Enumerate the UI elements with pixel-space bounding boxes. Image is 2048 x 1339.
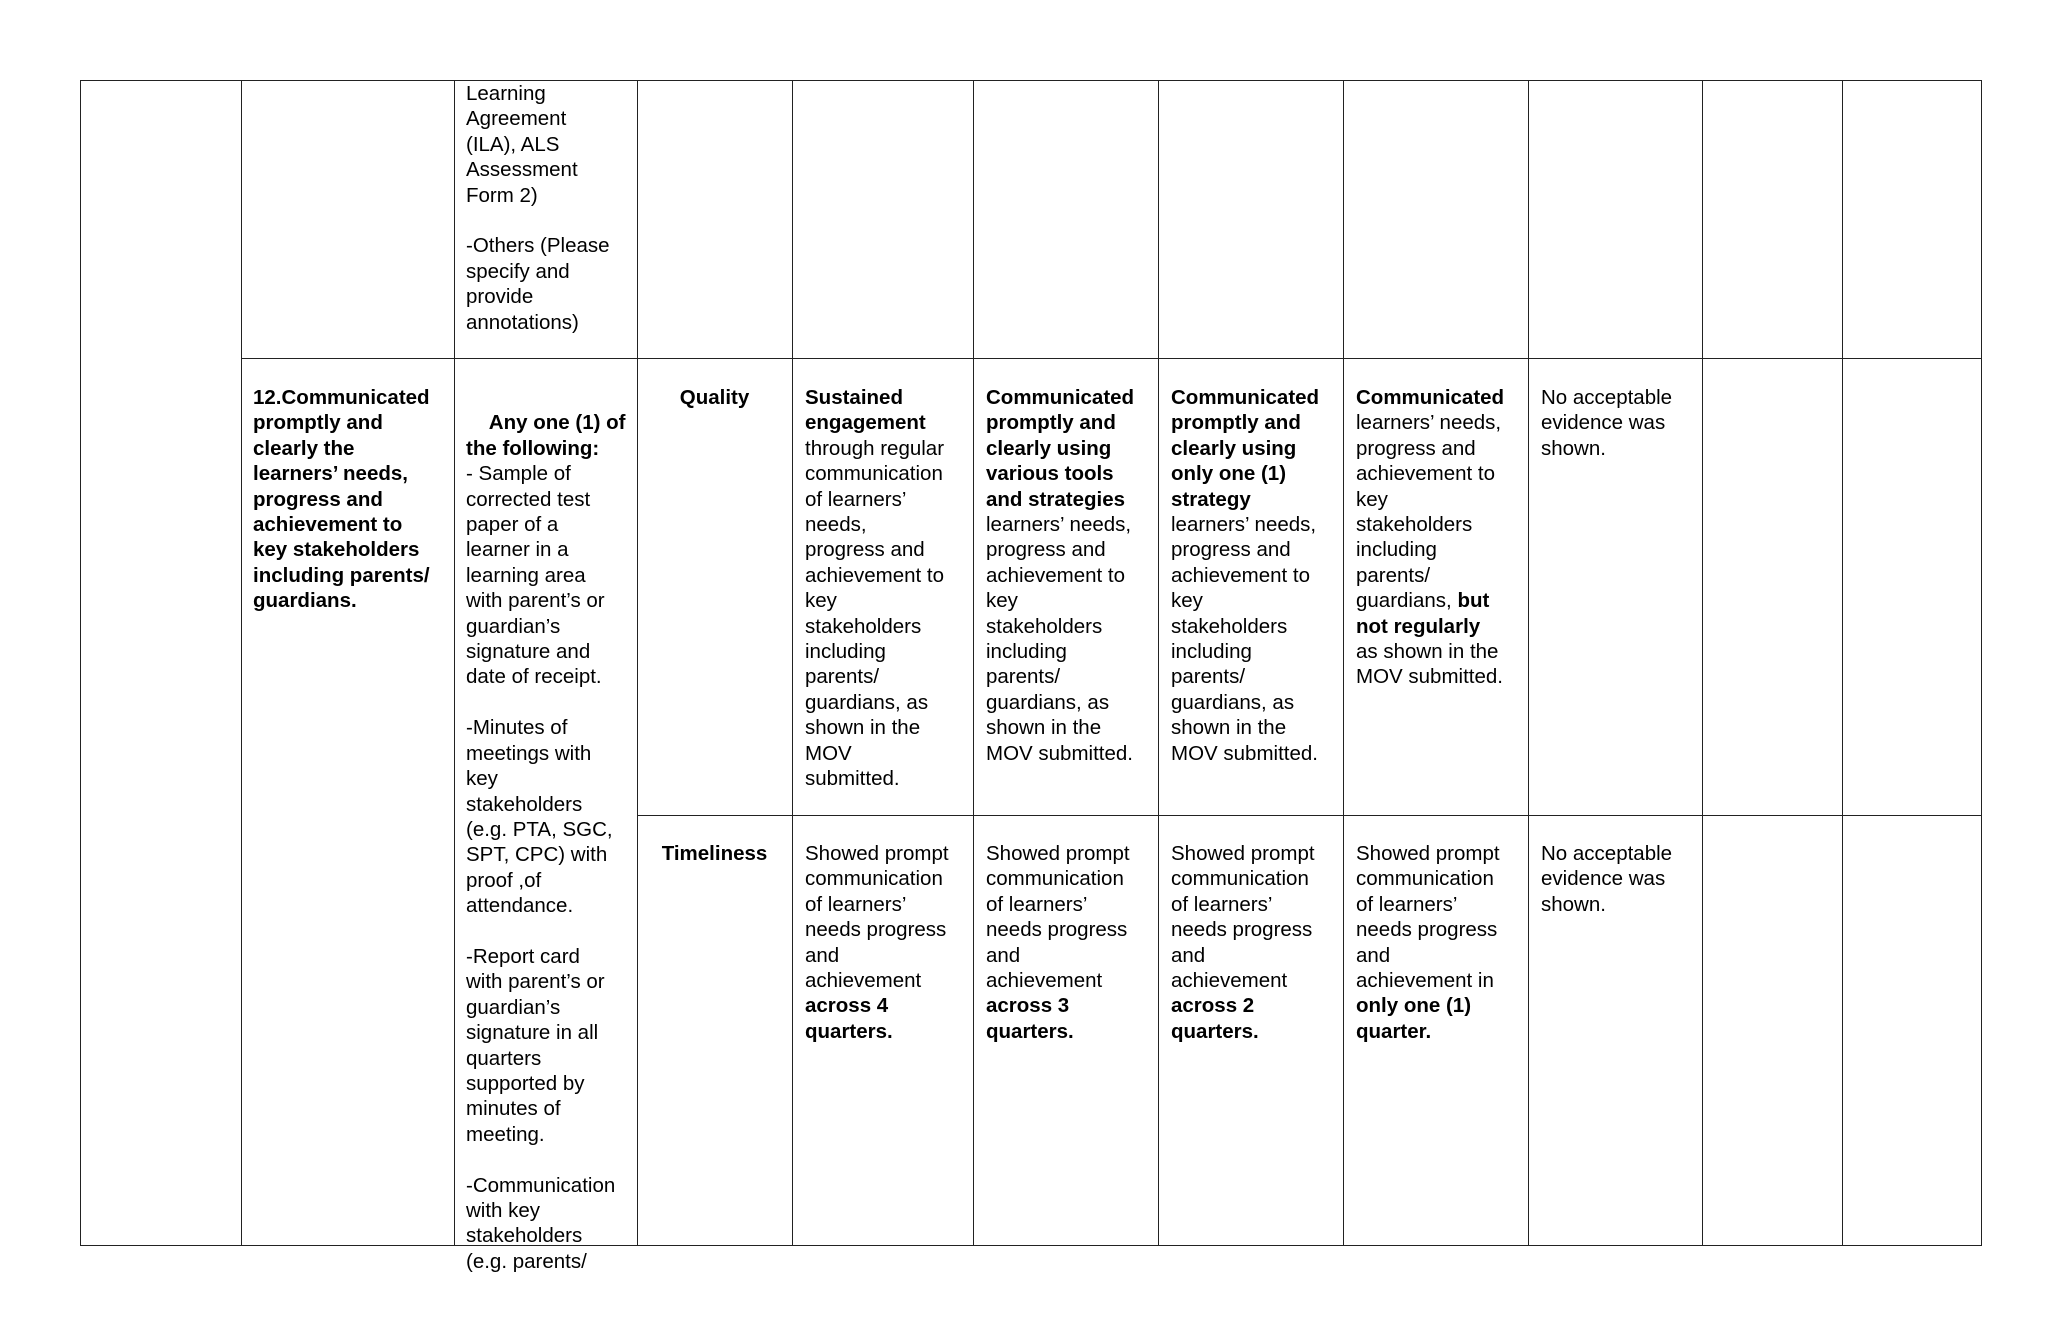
quality-rating-5-text: through regular communication of learners’ needs, progress and achievement to key stakeholders including parents/ guardians, as shown in the MOV submitted. [805,436,945,791]
timeliness-rating-4 [986,841,1130,1044]
timeliness-rating-2-bold: only one (1) quarter. [1356,994,1472,1043]
quality-rating-4-text: learners’ needs, progress and achievement to key stakeholders including parents/ guardians, as shown in the MOV submitted. [986,513,1133,765]
quality-rating-2-bold: Communicated [1356,386,1505,409]
quality-rating-5 [805,385,944,792]
timeliness-rating-5-bold: across 4 quarters. [805,994,893,1043]
objective-12-text: 12.Communicated promptly and clearly the learners’ needs, progress and achievement to key stakeholders including parents/ guardians. [253,386,430,613]
mov-list: - Sample of corrected test paper of a learner in a learning area with parent’s or guardian’s signature and date of receipt. -Minutes of meetings with key stakeholders (e.g. PTA, SGC, SPT, CPC) with proof ,of attendance. -Report card with parent’s or guardian’s signature in all quarters supported by minutes of meeting. -Communication with key stakeholders (e.g. parents/ [466,462,616,1273]
row-divider [241,358,1982,359]
timeliness-label: Timeliness [661,842,768,865]
column-divider [1702,80,1703,1246]
quality-rating-3-text: learners’ needs, progress and achievement to key stakeholders including parents/ guardians, as shown in the MOV submitted. [1171,513,1318,765]
timeliness-rating-5 [805,841,949,1044]
mov-cell [466,385,625,1300]
column-divider [637,80,638,1246]
quality-rating-3 [1171,385,1319,766]
quality-rating-2-bold-2: but not regularly [1356,589,1490,638]
column-divider [792,80,793,1246]
quality-rating-2-text: learners’ needs, progress and achievement to key stakeholders including parents/ guardians, [1356,411,1502,613]
row-divider [637,815,1982,816]
timeliness-rating-1: No acceptable evidence was shown. [1541,842,1673,916]
timeliness-rating-4-text: Showed prompt communication of learners’ needs progress and achievement [986,842,1130,993]
column-divider [241,80,242,1246]
timeliness-rating-3-text: Showed prompt communication of learners’ needs progress and achievement [1171,842,1315,993]
quality-rating-5-bold: Sustained engagement [805,386,926,435]
column-divider [1528,80,1529,1246]
mov-continued-text: Learning Agreement (ILA), ALS Assessment Form 2) -Others (Please specify and provide annotations) [466,82,610,334]
timeliness-rating-4-bold: across 3 quarters. [986,994,1074,1043]
column-divider [1158,80,1159,1246]
timeliness-rating-2-text: Showed prompt communication of learners’ needs progress and achievement in [1356,842,1500,993]
quality-rating-4-bold: Communicated promptly and clearly using various tools and strategies [986,386,1135,511]
timeliness-rating-5-text: Showed prompt communication of learners’ needs progress and achievement [805,842,949,993]
column-divider [1842,80,1843,1246]
quality-rating-1: No acceptable evidence was shown. [1541,386,1673,460]
timeliness-rating-3-bold: across 2 quarters. [1171,994,1259,1043]
quality-rating-3-bold: Communicated promptly and clearly using only one (1) strategy [1171,386,1320,511]
timeliness-rating-3 [1171,841,1315,1044]
quality-rating-2 [1356,385,1504,690]
quality-rating-2-end: as shown in the MOV submitted. [1356,640,1503,689]
column-divider [973,80,974,1246]
mov-heading: Any one (1) of the following: [466,411,626,460]
quality-label: Quality [679,386,750,409]
timeliness-rating-2 [1356,841,1500,1044]
quality-rating-4 [986,385,1134,766]
column-divider [454,80,455,1246]
column-divider [1343,80,1344,1246]
